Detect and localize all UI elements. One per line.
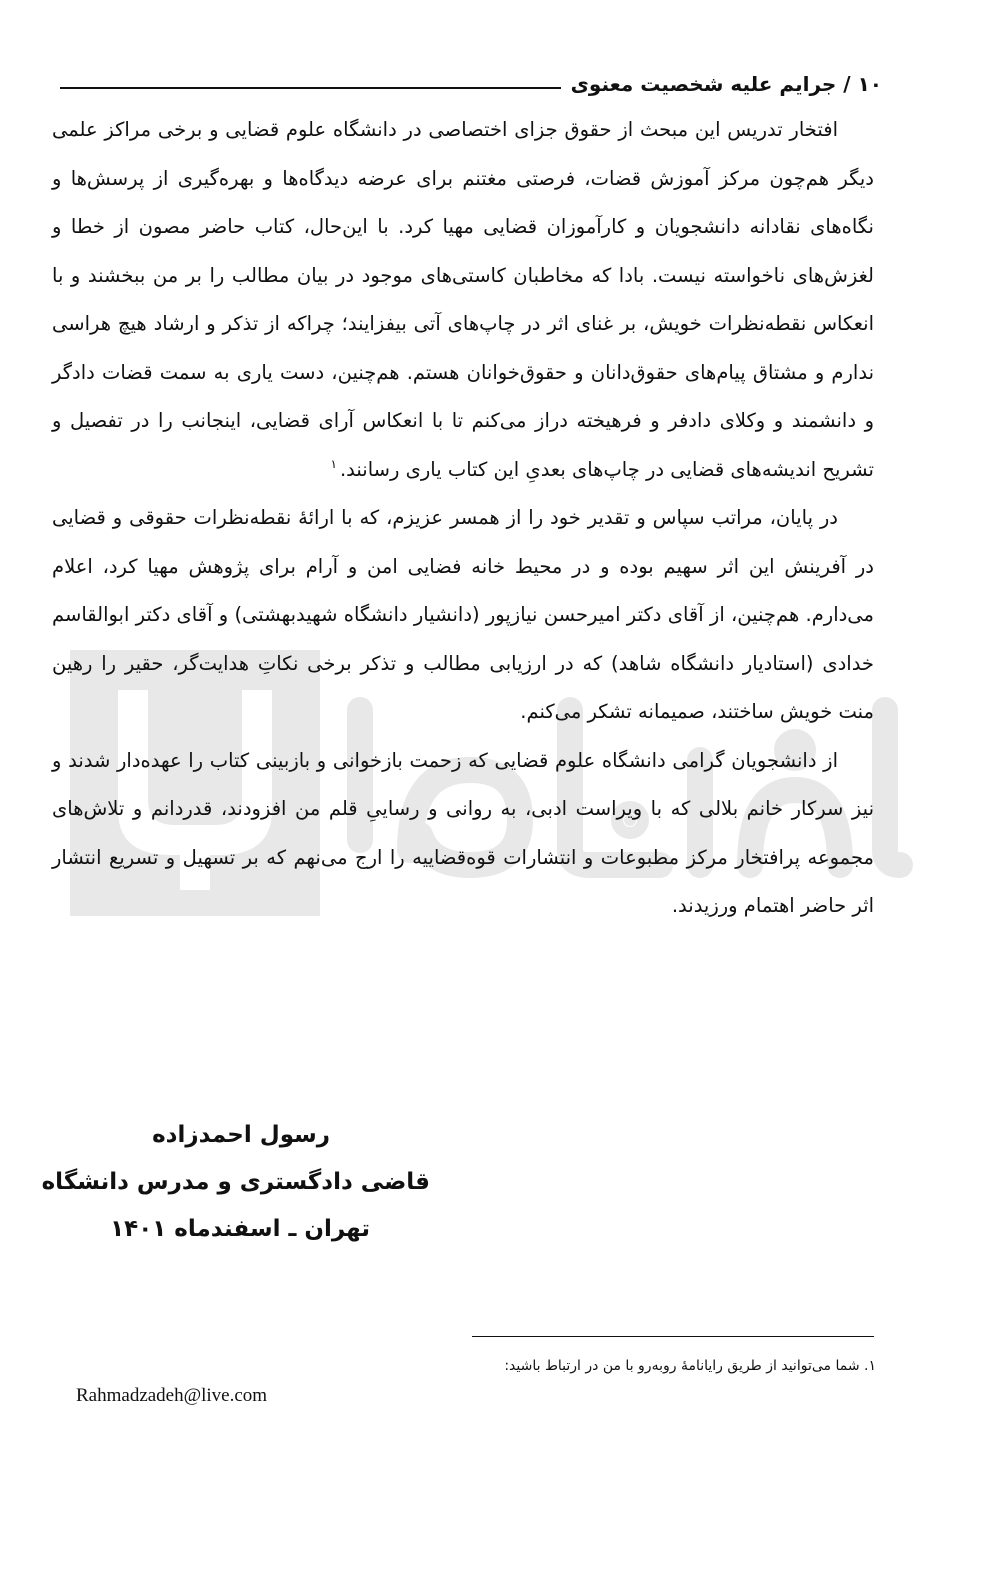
paragraph-1-text: افتخار تدریس این مبحث از حقوق جزای اختصاصی در دانشگاه علوم قضایی و برخی مراکز علمی دیگر هم‌چون مرکز آموزش قضات، فرصتی مغتنم برای عرضه دیدگاه‌ها و بهره‌گیری از پرسش‌ها و نگاه‌های نقادانه دانشجویان و کارآموزان قضایی مهیا کرد. با این‌حال، کتاب حاضر مصون از خطا و لغزش‌های ناخواسته نیست. بادا که مخاطبان کاستی‌های موجود در بیان مطالب را بر من ببخشند و با انعکاس نقطه‌نظرات خویش، بر غنای اثر در چاپ‌های آتی بیفزایند؛ چراکه از تذکر و ارشاد هیچ هراسی ندارم و مشتاق پیام‌های حقوق‌دانان و حقوق‌خوانان هستم. هم‌چنین، دست یاری به سمت قضات دادگر و دانشمند و وکلای دادفر و فرهیخته دراز می‌کنم تا با انعکاس آرای قضایی، اینجانب را در تفصیل و تشریح اندیشه‌های قضایی در چاپ‌های بعدیِ این کتاب یاری رسانند. [52,118,874,481]
header-rule [60,87,561,89]
paragraph-3: از دانشجویان گرامی دانشگاه علوم قضایی که زحمت بازخوانی و بازبینی کتاب را عهده‌دار شدند و نیز سرکار خانم بلالی که با ویراست ادبی، به روانی و رساییِ قلم من افزودند، قدردانم و تلاش‌های مجموعه پرافتخار مرکز مطبوعات و انتشارات قوه‌قضاییه را ارج می‌نهم که بر تسهیل و تسریع انتشار اثر حاضر اهتمام ورزیدند. [52,748,874,917]
footnote-rule [472,1336,874,1337]
author-name: رسول احمدزاده [152,1122,330,1148]
header-title: ۱۰ / جرایم علیه شخصیت معنوی [570,72,882,96]
footnote-reference: ۱ [330,457,337,471]
body-text [52,106,874,931]
author-position: قاضی دادگستری و مدرس دانشگاه [41,1169,430,1195]
paragraph-1 [52,106,874,494]
place-date: تهران ـ اسفندماه ۱۴۰۱ [110,1216,370,1242]
footnote-text: ۱. شما می‌توانید از طریق رایانامهٔ روبه‌رو با من در ارتباط باشید: [504,1358,876,1374]
running-header [60,56,882,96]
author-signature [40,1112,430,1253]
paragraph-2: در پایان، مراتب سپاس و تقدیر خود را از همسر عزیزم، که با ارائهٔ نقطه‌نظرات حقوقی و قضایی در آفرینش این اثر سهیم بوده و در محیط خانه فضایی امن و آرام برای پژوهش مهیا کرد، اعلام می‌دارم. هم‌چنین، از آقای دکتر امیرحسن نیازپور (دانشیار دانشگاه شهیدبهشتی) و آقای دکتر ابوالقاسم خدادی (استادیار دانشگاه شاهد) که در ارزیابی مطالب و تذکر برخی نکاتِ هدایت‌گر، حقیر را رهین منت خویش ساختند، صمیمانه تشکر می‌کنم. [52,506,874,723]
footnote-email: Rahmadzadeh@live.com [76,1385,268,1406]
